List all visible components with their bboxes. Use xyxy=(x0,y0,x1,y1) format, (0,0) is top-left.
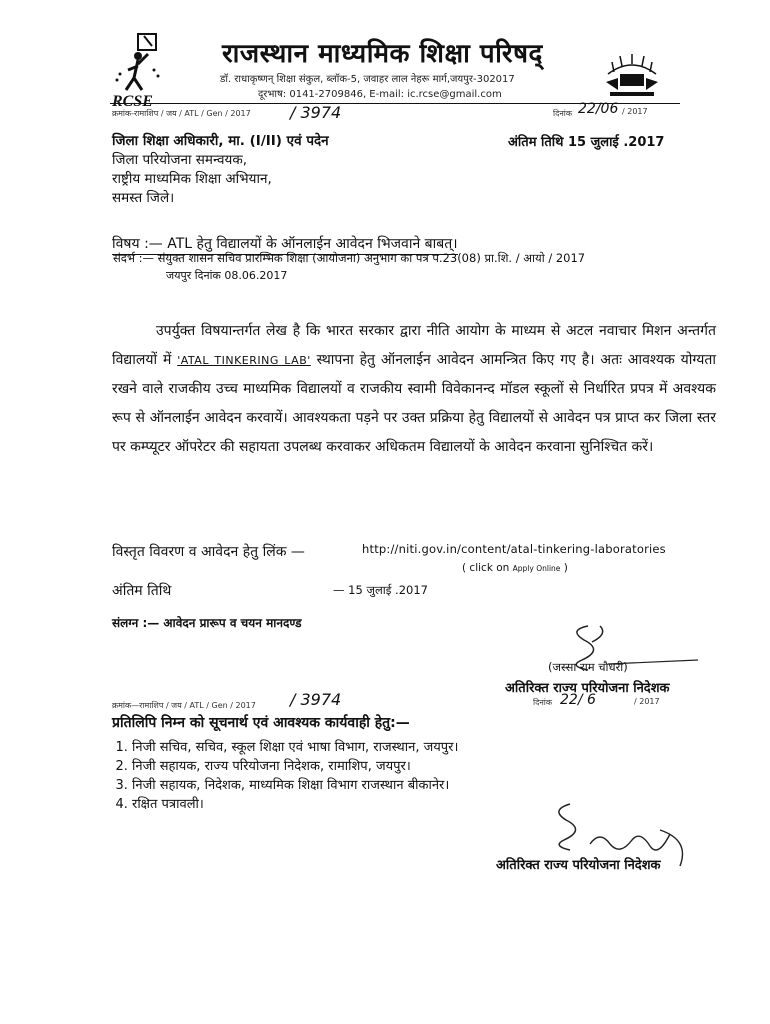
signatory-title: अतिरिक्त राज्य परियोजना निदेशक xyxy=(505,681,670,696)
addressee-line: जिला परियोजना समन्वयक, xyxy=(112,152,247,168)
letter-ref-prefix: क्रमांक-रामाशिप / जय / ATL / Gen / 2017 xyxy=(112,109,251,118)
letter-ref-number: / 3974 xyxy=(290,103,342,122)
addressee-line: राष्ट्रीय माध्यमिक शिक्षा अभियान, xyxy=(112,171,272,187)
copy-title: प्रतिलिपि निम्न को सूचनार्थ एवं आवश्यक कार्यवाही हेतु:— xyxy=(112,715,410,731)
enclosure-line: संलग्न :— आवेदन प्रारूप व चयन मानदण्ड xyxy=(112,616,302,630)
list-item: 4. रक्षित पत्रावली। xyxy=(132,795,458,814)
copy-signatory-title: अतिरिक्त राज्य परियोजना निदेशक xyxy=(496,858,661,873)
addressee-line: समस्त जिले। xyxy=(112,190,175,206)
rcse-logo-text: RCSE xyxy=(112,93,153,110)
signatory-date-label: दिनांक xyxy=(533,698,552,707)
reference-line: संदर्भ :— संयुक्त शासन सचिव प्रारम्भिक शिक्षा (आयोजना) अनुभाग का पत्र प.23(08) प्रा.शि. / आयो / 2017 xyxy=(113,251,586,265)
deadline: अंतिम तिथि 15 जुलाई .2017 xyxy=(508,135,665,150)
atl-lab-name: 'ATAL TINKERING LAB' xyxy=(177,354,311,367)
letter-date-year: / 2017 xyxy=(622,107,648,116)
last-date-value: — 15 जुलाई .2017 xyxy=(333,583,428,597)
signatory-date-value: 22/ 6 xyxy=(560,692,596,708)
reference-date: जयपुर दिनांक 08.06.2017 xyxy=(166,269,288,282)
apply-online-text: Apply Online xyxy=(512,564,561,573)
body-text: स्थापना हेतु ऑनलाईन आवेदन आमन्त्रित किए गए है। अतः आवश्यक योग्यता रखने वाले राजकीय उच्च माध्यमिक विद्यालयों व राजकीय स्वामी विवेकानन्द मॉडल स्कूलों से निर्धारित प्रपत्र में अवश्यक रूप से ऑनलाईन आवेदन करवायें। आवश्यकता पड़ने पर उक्त प्रक्रिया हेतु विद्यालयों से आवेदन पत्र प्राप्त कर जिला स्तर पर कम्प्यूटर ऑपरेटर की सहायता उपलब्ध करवाकर अधिकतम विद्यालयों के आवेदन करवाना सुनिश्चित करें। xyxy=(112,352,716,455)
letter-date-label: दिनांक xyxy=(553,109,572,118)
org-address: डॉ. राधाकृष्णन् शिक्षा संकुल, ब्लॉक-5, जवाहर लाल नेहरू मार्ग,जयपुर-302017 xyxy=(220,74,515,85)
rajasthan-emblem xyxy=(600,52,664,100)
subject-line: विषय :— ATL हेतु विद्यालयों के ऑनलाईन आवेदन भिजवाने बाबत्। xyxy=(112,234,458,255)
signatory-name: (जस्सा राम चौधरी) xyxy=(548,660,628,674)
click-prefix: ( click on xyxy=(462,562,510,574)
body-paragraph xyxy=(112,317,716,462)
rcse-logo xyxy=(108,30,180,110)
list-item: 2. निजी सहायक, राज्य परियोजना निदेशक, रामाशिप, जयपुर। xyxy=(132,757,458,776)
click-instruction xyxy=(462,562,568,574)
copy-ref-prefix: क्रमांक—रामाशिप / जय / ATL / Gen / 2017 xyxy=(112,701,256,710)
org-contact: दूरभाष: 0141-2709846, E-mail: ic.rcse@gmail.com xyxy=(258,89,502,100)
application-link[interactable]: http://niti.gov.in/content/atal-tinkering-laboratories xyxy=(362,542,666,556)
body-text: उपर्युक्त विषयान्तर्गत लेख है कि भारत सरकार द्वारा नीति आयोग के माध्यम से अटल नवाचार मिशन अन्तर्गत विद्यालयों में xyxy=(112,323,716,368)
signatory-date-year: / 2017 xyxy=(634,697,660,706)
copy-ref-number: / 3974 xyxy=(290,690,342,709)
list-item: 1. निजी सचिव, सचिव, स्कूल शिक्षा एवं भाषा विभाग, राजस्थान, जयपुर। xyxy=(132,738,458,757)
click-suffix: ) xyxy=(563,562,568,574)
letter-date-value: 22/06 xyxy=(578,101,619,117)
addressee-line: जिला शिक्षा अधिकारी, मा. (I/II) एवं पदेन xyxy=(112,133,329,149)
copy-list xyxy=(112,738,458,814)
org-title: राजस्थान माध्यमिक शिक्षा परिषद् xyxy=(222,39,543,69)
last-date-label: अंतिम तिथि xyxy=(112,583,172,599)
list-item: 3. निजी सहायक, निदेशक, माध्यमिक शिक्षा विभाग राजस्थान बीकानेर। xyxy=(132,776,458,795)
link-label: विस्तृत विवरण व आवेदन हेतु लिंक — xyxy=(112,544,305,560)
